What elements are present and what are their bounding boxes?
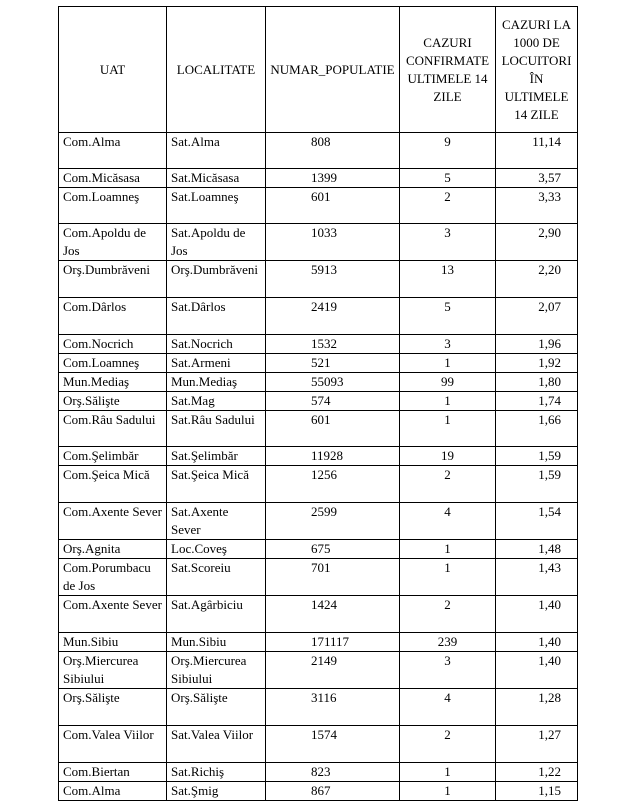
cell-uat: Com.Alma (59, 782, 167, 801)
cell-rata: 1,74 (496, 392, 578, 411)
cell-populatie: 1399 (266, 169, 400, 188)
cell-cazuri: 3 (400, 224, 496, 261)
header-rata: CAZURI LA 1000 DE LOCUITORI ÎN ULTIMELE 14 ZILE (496, 7, 578, 133)
cell-localitate: Orş.Miercurea Sibiului (167, 652, 266, 689)
cell-populatie: 3116 (266, 689, 400, 726)
cell-uat: Com.Şeica Mică (59, 466, 167, 503)
header-row (59, 7, 578, 133)
cell-populatie: 11928 (266, 447, 400, 466)
cell-localitate: Sat.Valea Viilor (167, 726, 266, 763)
cell-cazuri: 2 (400, 188, 496, 224)
cell-populatie: 823 (266, 763, 400, 782)
cell-uat: Mun.Sibiu (59, 633, 167, 652)
cell-uat: Com.Biertan (59, 763, 167, 782)
cell-localitate: Sat.Şelimbăr (167, 447, 266, 466)
cell-uat: Com.Micăsasa (59, 169, 167, 188)
cell-cazuri: 9 (400, 133, 496, 169)
cell-localitate: Sat.Şmig (167, 782, 266, 801)
cell-uat: Com.Loamneş (59, 354, 167, 373)
cell-rata: 1,43 (496, 559, 578, 596)
cell-cazuri: 5 (400, 298, 496, 335)
cell-cazuri: 1 (400, 540, 496, 559)
table-body (59, 133, 578, 801)
cell-rata: 1,66 (496, 411, 578, 447)
table-row (59, 540, 578, 559)
cell-localitate: Sat.Axente Sever (167, 503, 266, 540)
cell-populatie: 171117 (266, 633, 400, 652)
table-row (59, 652, 578, 689)
cell-localitate: Sat.Armeni (167, 354, 266, 373)
cell-populatie: 2599 (266, 503, 400, 540)
table-row (59, 633, 578, 652)
cell-uat: Com.Axente Sever (59, 503, 167, 540)
table-row (59, 335, 578, 354)
cell-populatie: 1574 (266, 726, 400, 763)
cell-localitate: Loc.Coveş (167, 540, 266, 559)
table-row (59, 133, 578, 169)
cell-uat: Orş.Dumbrăveni (59, 261, 167, 298)
cell-localitate: Mun.Mediaş (167, 373, 266, 392)
cell-cazuri: 2 (400, 596, 496, 633)
cell-uat: Orş.Miercurea Sibiului (59, 652, 167, 689)
header-cazuri: CAZURI CONFIRMATE ULTIMELE 14 ZILE (400, 7, 496, 133)
cell-rata: 2,20 (496, 261, 578, 298)
table-row (59, 782, 578, 801)
cell-cazuri: 2 (400, 726, 496, 763)
cell-rata: 1,59 (496, 466, 578, 503)
table-row (59, 354, 578, 373)
cell-uat: Com.Loamneş (59, 188, 167, 224)
cell-populatie: 701 (266, 559, 400, 596)
cell-uat: Com.Apoldu de Jos (59, 224, 167, 261)
header-populatie: NUMAR_POPULATIE (266, 7, 400, 133)
cell-uat: Com.Porumbacu de Jos (59, 559, 167, 596)
cell-populatie: 675 (266, 540, 400, 559)
table-row (59, 447, 578, 466)
table-row (59, 224, 578, 261)
cell-uat: Orş.Agnita (59, 540, 167, 559)
cell-rata: 11,14 (496, 133, 578, 169)
cell-populatie: 1532 (266, 335, 400, 354)
cell-cazuri: 5 (400, 169, 496, 188)
cell-localitate: Orş.Dumbrăveni (167, 261, 266, 298)
table-row (59, 689, 578, 726)
cell-cazuri: 13 (400, 261, 496, 298)
cell-cazuri: 3 (400, 335, 496, 354)
cell-localitate: Sat.Nocrich (167, 335, 266, 354)
cell-cazuri: 2 (400, 466, 496, 503)
cell-populatie: 55093 (266, 373, 400, 392)
cell-rata: 1,59 (496, 447, 578, 466)
cell-cazuri: 1 (400, 559, 496, 596)
cell-localitate: Sat.Apoldu de Jos (167, 224, 266, 261)
cell-populatie: 521 (266, 354, 400, 373)
table-row (59, 503, 578, 540)
cell-rata: 1,96 (496, 335, 578, 354)
table-row (59, 169, 578, 188)
cell-localitate: Sat.Şeica Mică (167, 466, 266, 503)
cell-uat: Mun.Mediaş (59, 373, 167, 392)
cell-localitate: Sat.Loamneş (167, 188, 266, 224)
cell-localitate: Mun.Sibiu (167, 633, 266, 652)
cell-localitate: Orş.Sălişte (167, 689, 266, 726)
cell-cazuri: 1 (400, 782, 496, 801)
table-row (59, 466, 578, 503)
cell-cazuri: 1 (400, 354, 496, 373)
cell-populatie: 2419 (266, 298, 400, 335)
cell-rata: 1,54 (496, 503, 578, 540)
cell-rata: 3,33 (496, 188, 578, 224)
cell-cazuri: 99 (400, 373, 496, 392)
cell-cazuri: 1 (400, 411, 496, 447)
table-row (59, 298, 578, 335)
header-localitate: LOCALITATE (167, 7, 266, 133)
cell-localitate: Sat.Alma (167, 133, 266, 169)
cell-localitate: Sat.Agârbiciu (167, 596, 266, 633)
table-row (59, 392, 578, 411)
cell-rata: 1,92 (496, 354, 578, 373)
table-row (59, 188, 578, 224)
cell-localitate: Sat.Scoreiu (167, 559, 266, 596)
cell-rata: 1,27 (496, 726, 578, 763)
cell-rata: 1,15 (496, 782, 578, 801)
cell-uat: Com.Nocrich (59, 335, 167, 354)
cell-localitate: Sat.Micăsasa (167, 169, 266, 188)
cell-rata: 1,40 (496, 652, 578, 689)
cell-rata: 1,40 (496, 633, 578, 652)
cell-uat: Com.Valea Viilor (59, 726, 167, 763)
table-row (59, 373, 578, 392)
cell-cazuri: 1 (400, 763, 496, 782)
cell-localitate: Sat.Dârlos (167, 298, 266, 335)
cases-table (58, 6, 578, 801)
cell-populatie: 601 (266, 188, 400, 224)
cell-cazuri: 3 (400, 652, 496, 689)
cell-cazuri: 4 (400, 503, 496, 540)
cell-rata: 2,07 (496, 298, 578, 335)
cell-rata: 2,90 (496, 224, 578, 261)
cell-uat: Orş.Sălişte (59, 392, 167, 411)
table-row (59, 261, 578, 298)
cell-populatie: 601 (266, 411, 400, 447)
table-row (59, 596, 578, 633)
cell-rata: 1,40 (496, 596, 578, 633)
cell-populatie: 867 (266, 782, 400, 801)
cell-cazuri: 4 (400, 689, 496, 726)
cell-rata: 1,48 (496, 540, 578, 559)
cell-uat: Com.Dârlos (59, 298, 167, 335)
cell-uat: Com.Şelimbăr (59, 447, 167, 466)
cell-uat: Orş.Sălişte (59, 689, 167, 726)
cell-cazuri: 239 (400, 633, 496, 652)
cell-cazuri: 1 (400, 392, 496, 411)
cell-uat: Com.Alma (59, 133, 167, 169)
cell-populatie: 574 (266, 392, 400, 411)
cell-uat: Com.Râu Sadului (59, 411, 167, 447)
table-row (59, 763, 578, 782)
cell-localitate: Sat.Râu Sadului (167, 411, 266, 447)
cell-rata: 3,57 (496, 169, 578, 188)
table-row (59, 411, 578, 447)
header-uat: UAT (59, 7, 167, 133)
cell-populatie: 5913 (266, 261, 400, 298)
cell-rata: 1,80 (496, 373, 578, 392)
cell-rata: 1,22 (496, 763, 578, 782)
cell-populatie: 1033 (266, 224, 400, 261)
cell-populatie: 2149 (266, 652, 400, 689)
table-row (59, 559, 578, 596)
cell-localitate: Sat.Richiş (167, 763, 266, 782)
cell-populatie: 1256 (266, 466, 400, 503)
cell-localitate: Sat.Mag (167, 392, 266, 411)
cell-populatie: 808 (266, 133, 400, 169)
cell-uat: Com.Axente Sever (59, 596, 167, 633)
table-row (59, 726, 578, 763)
cell-cazuri: 19 (400, 447, 496, 466)
cell-rata: 1,28 (496, 689, 578, 726)
cell-populatie: 1424 (266, 596, 400, 633)
